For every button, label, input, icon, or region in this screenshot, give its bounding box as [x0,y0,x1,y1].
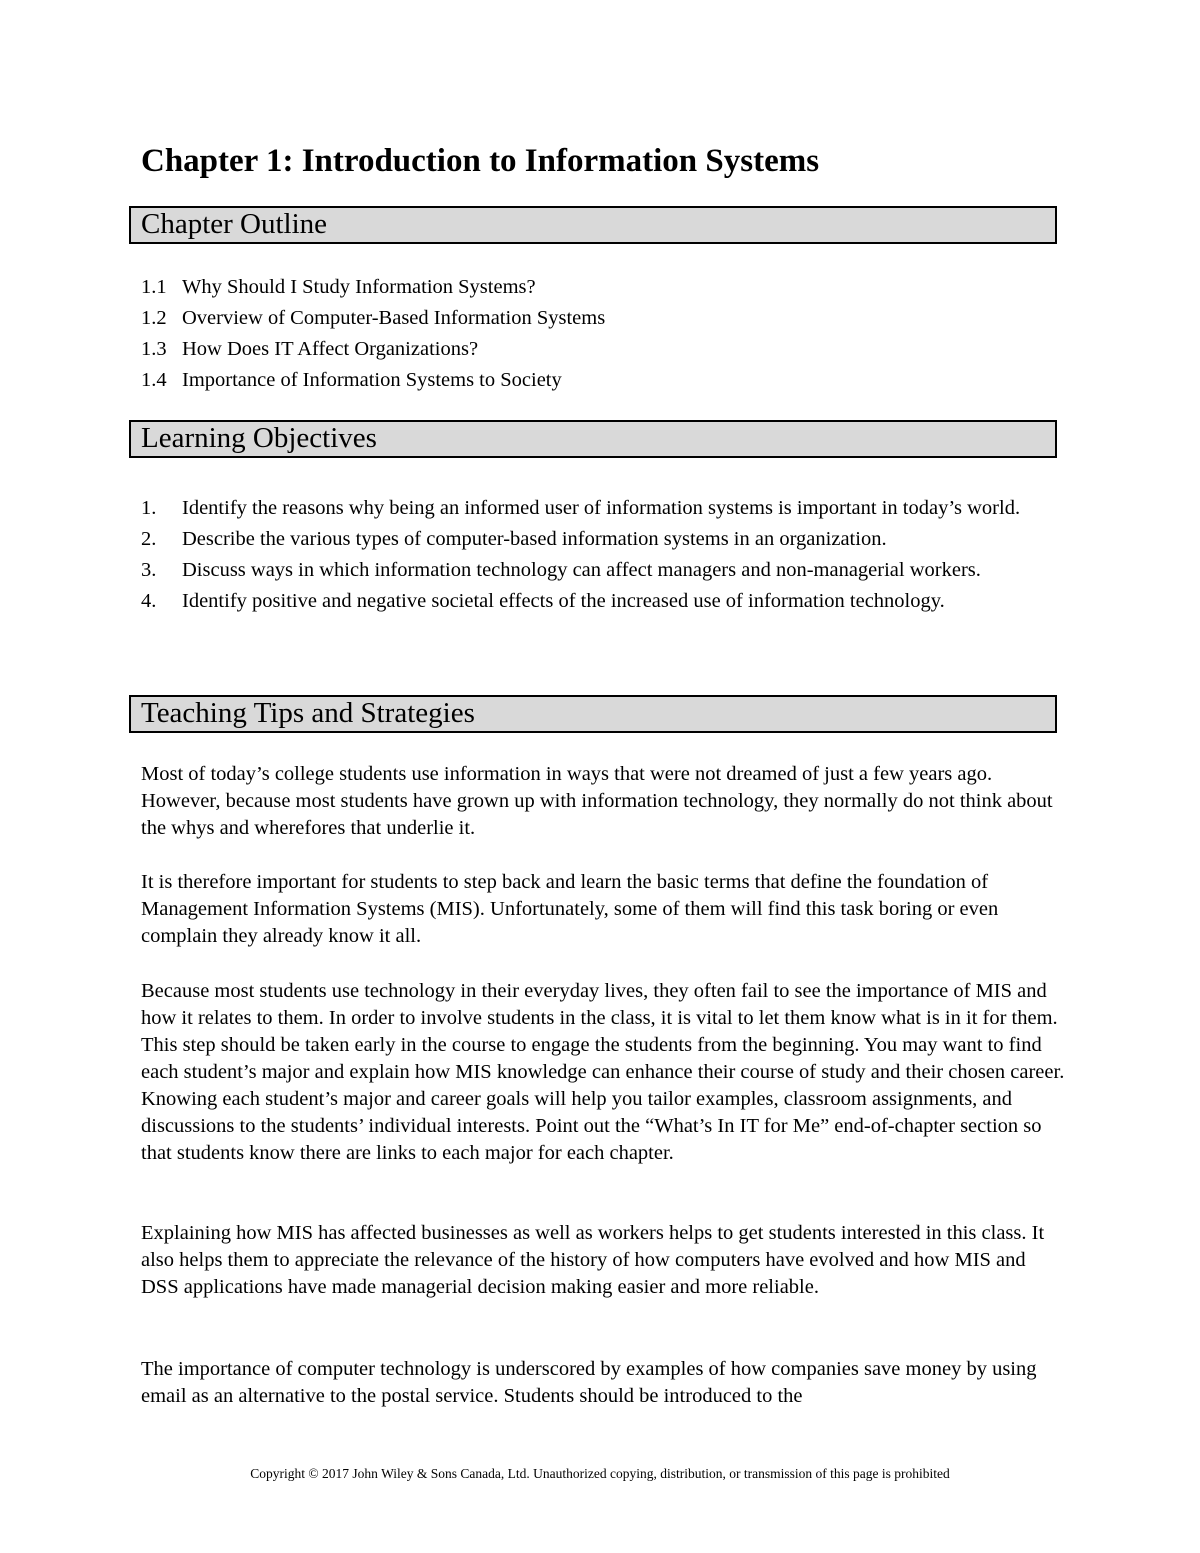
outline-item-number: 1.1 [141,276,167,298]
outline-item [141,336,1071,363]
objective-item [141,557,1066,584]
tips-paragraph-1: Most of today’s college students use information in ways that were not dreamed of just a few years ago. However, because most students have grown up with information technology, they normally do not think about the whys and wherefores that underlie it. [141,763,1053,839]
objective-item-text: Discuss ways in which information technology can affect managers and non-managerial workers. [182,559,981,581]
tips-paragraph-2: It is therefore important for students to step back and learn the basic terms that define the foundation of Management Information Systems (MIS). Unfortunately, some of them will find this task boring or even complain they already know it all. [141,871,999,947]
copyright-footer: Copyright © 2017 John Wiley & Sons Canada, Ltd. Unauthorized copying, distribution, or transmission of this page is prohibited [250,1466,950,1481]
objective-item-text: Identify the reasons why being an informed user of information systems is important in today’s world. [182,497,1021,519]
tips-paragraph-5: The importance of computer technology is underscored by examples of how companies save money by using email as an alternative to the postal service. Students should be introduced to the [141,1358,1037,1407]
outline-item-number: 1.3 [141,338,167,360]
outline-item [141,274,1071,301]
section-heading-objectives: Learning Objectives [129,420,1057,458]
tips-paragraph-4: Explaining how MIS has affected businesses as well as workers helps to get students interested in this class. It also helps them to appreciate the relevance of the history of how computers have evolved and how MIS and DSS applications have made managerial decision making easier and more reliable. [141,1222,1045,1298]
learning-objectives-list [141,495,1066,619]
objective-item-number: 2. [141,528,157,550]
section-heading-tips: Teaching Tips and Strategies [129,695,1057,733]
outline-item-number: 1.2 [141,307,167,329]
objective-item [141,588,1066,615]
objective-item [141,526,1066,553]
objective-item [141,495,1066,522]
outline-item-text: Importance of Information Systems to Society [182,369,562,391]
objective-item-text: Describe the various types of computer-based information systems in an organization. [182,528,887,550]
page-title: Chapter 1: Introduction to Information Systems [141,143,820,179]
outline-item-text: Overview of Computer-Based Information Systems [182,307,606,329]
section-heading-outline: Chapter Outline [129,206,1057,244]
outline-item-text: How Does IT Affect Organizations? [182,338,479,360]
chapter-outline-list [141,274,1071,398]
objective-item-number: 4. [141,590,157,612]
outline-item-text: Why Should I Study Information Systems? [182,276,536,298]
objective-item-text: Identify positive and negative societal effects of the increased use of information technology. [182,590,945,612]
outline-item-number: 1.4 [141,369,167,391]
outline-item [141,367,1071,394]
objective-item-number: 1. [141,497,157,519]
objective-item-number: 3. [141,559,157,581]
tips-paragraph-3: Because most students use technology in their everyday lives, they often fail to see the importance of MIS and how it relates to them. In order to involve students in the class, it is vital to let them know what is in it for them. This step should be taken early in the course to engage the students from the beginning. You may want to find each student’s major and explain how MIS knowledge can enhance their course of study and their chosen career. Knowing each student’s major and career goals will help you tailor examples, classroom assignments, and discussions to the students’ individual interests. Point out the “What’s In IT for Me” end-of-chapter section so that students know there are links to each major for each chapter. [141,980,1065,1164]
outline-item [141,305,1071,332]
